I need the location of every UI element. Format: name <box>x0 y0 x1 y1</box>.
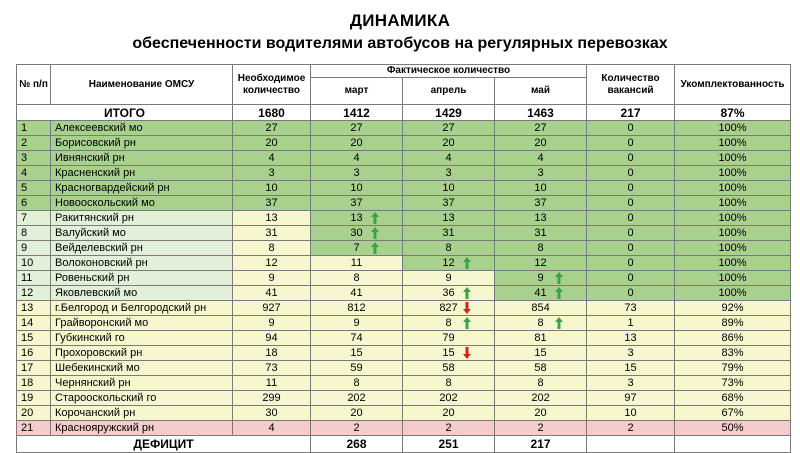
total-row <box>17 105 791 121</box>
cell-required: 11 <box>233 376 311 391</box>
cell-may: 3 <box>495 166 587 181</box>
cell-vacancies: 0 <box>587 211 675 226</box>
deficit-april: 251 <box>403 436 495 453</box>
cell-april: 58 <box>403 361 495 376</box>
arrow-down-icon <box>463 302 471 314</box>
cell-name: Новооскольский мо <box>51 196 233 211</box>
cell-march: 41 <box>311 286 403 301</box>
cell-april: 10 <box>403 181 495 196</box>
cell-may: 81 <box>495 331 587 346</box>
cell-num: 5 <box>17 181 51 196</box>
cell-march: 30 <box>311 226 403 241</box>
cell-num: 18 <box>17 376 51 391</box>
total-staffing: 87% <box>675 105 791 121</box>
cell-march: 7 <box>311 241 403 256</box>
cell-april: 37 <box>403 196 495 211</box>
table-row <box>17 331 791 346</box>
cell-name: Волоконовский рн <box>51 256 233 271</box>
cell-required: 8 <box>233 241 311 256</box>
deficit-label: ДЕФИЦИТ <box>17 436 311 453</box>
cell-vacancies: 0 <box>587 241 675 256</box>
cell-num: 1 <box>17 121 51 136</box>
cell-may: 15 <box>495 346 587 361</box>
cell-vacancies: 3 <box>587 376 675 391</box>
cell-name: Красненский рн <box>51 166 233 181</box>
total-april: 1429 <box>403 105 495 121</box>
cell-required: 4 <box>233 421 311 436</box>
cell-num: 14 <box>17 316 51 331</box>
cell-num: 3 <box>17 151 51 166</box>
cell-april: 8 <box>403 376 495 391</box>
cell-april: 827 <box>403 301 495 316</box>
page-title: ДИНАМИКА <box>349 11 451 30</box>
cell-march: 2 <box>311 421 403 436</box>
table-row <box>17 136 791 151</box>
cell-num: 6 <box>17 196 51 211</box>
cell-staffing: 100% <box>675 136 791 151</box>
cell-staffing: 100% <box>675 241 791 256</box>
total-may: 1463 <box>495 105 587 121</box>
cell-march: 8 <box>311 376 403 391</box>
cell-staffing: 92% <box>675 301 791 316</box>
cell-march: 202 <box>311 391 403 406</box>
table-row <box>17 316 791 331</box>
cell-required: 73 <box>233 361 311 376</box>
cell-required: 299 <box>233 391 311 406</box>
table-row <box>17 286 791 301</box>
total-required: 1680 <box>233 105 311 121</box>
total-vacancies: 217 <box>587 105 675 121</box>
cell-april: 15 <box>403 346 495 361</box>
header-vacancies: Количество вакансий <box>587 65 675 105</box>
cell-vacancies: 3 <box>587 346 675 361</box>
header-num: № п/п <box>17 65 51 105</box>
arrow-up-icon <box>371 227 379 239</box>
header-actual: Фактическое количество <box>311 65 587 78</box>
cell-num: 20 <box>17 406 51 421</box>
total-label: ИТОГО <box>17 105 233 121</box>
cell-march: 10 <box>311 181 403 196</box>
cell-num: 7 <box>17 211 51 226</box>
cell-name: Ракитянский рн <box>51 211 233 226</box>
cell-vacancies: 73 <box>587 301 675 316</box>
cell-name: г.Белгород и Белгородский рн <box>51 301 233 316</box>
cell-vacancies: 0 <box>587 121 675 136</box>
cell-name: Алексеевский мо <box>51 121 233 136</box>
deficit-may: 217 <box>495 436 587 453</box>
cell-may: 13 <box>495 211 587 226</box>
table-row <box>17 256 791 271</box>
cell-staffing: 100% <box>675 196 791 211</box>
cell-march: 15 <box>311 346 403 361</box>
cell-required: 37 <box>233 196 311 211</box>
cell-april: 79 <box>403 331 495 346</box>
arrow-up-icon <box>463 257 471 269</box>
cell-name: Борисовский рн <box>51 136 233 151</box>
cell-may: 27 <box>495 121 587 136</box>
table-row <box>17 301 791 316</box>
cell-april: 20 <box>403 136 495 151</box>
cell-april: 13 <box>403 211 495 226</box>
cell-may: 202 <box>495 391 587 406</box>
cell-march: 27 <box>311 121 403 136</box>
cell-march: 13 <box>311 211 403 226</box>
table-row <box>17 361 791 376</box>
cell-may: 58 <box>495 361 587 376</box>
cell-march: 20 <box>311 406 403 421</box>
cell-name: Шебекинский мо <box>51 361 233 376</box>
cell-may: 10 <box>495 181 587 196</box>
cell-num: 16 <box>17 346 51 361</box>
cell-name: Валуйский мо <box>51 226 233 241</box>
table-row <box>17 211 791 226</box>
deficit-row <box>17 436 791 453</box>
total-march: 1412 <box>311 105 403 121</box>
cell-april: 9 <box>403 271 495 286</box>
cell-required: 3 <box>233 166 311 181</box>
table-row <box>17 391 791 406</box>
cell-required: 9 <box>233 316 311 331</box>
cell-staffing: 89% <box>675 316 791 331</box>
deficit-empty-1 <box>587 436 675 453</box>
cell-staffing: 100% <box>675 286 791 301</box>
cell-name: Ивнянский рн <box>51 151 233 166</box>
cell-march: 37 <box>311 196 403 211</box>
table-row <box>17 181 791 196</box>
cell-staffing: 68% <box>675 391 791 406</box>
cell-num: 4 <box>17 166 51 181</box>
table-row <box>17 271 791 286</box>
cell-staffing: 100% <box>675 256 791 271</box>
cell-staffing: 100% <box>675 181 791 196</box>
cell-march: 59 <box>311 361 403 376</box>
cell-required: 13 <box>233 211 311 226</box>
cell-vacancies: 0 <box>587 181 675 196</box>
cell-may: 31 <box>495 226 587 241</box>
table-row <box>17 406 791 421</box>
cell-required: 12 <box>233 256 311 271</box>
cell-name: Вейделевский рн <box>51 241 233 256</box>
cell-name: Яковлевский мо <box>51 286 233 301</box>
cell-required: 927 <box>233 301 311 316</box>
arrow-up-icon <box>371 242 379 254</box>
cell-staffing: 67% <box>675 406 791 421</box>
cell-march: 3 <box>311 166 403 181</box>
deficit-empty-2 <box>675 436 791 453</box>
table-row <box>17 241 791 256</box>
cell-vacancies: 0 <box>587 271 675 286</box>
arrow-down-icon <box>463 347 471 359</box>
cell-may: 8 <box>495 376 587 391</box>
cell-staffing: 86% <box>675 331 791 346</box>
cell-april: 36 <box>403 286 495 301</box>
cell-vacancies: 0 <box>587 196 675 211</box>
cell-may: 41 <box>495 286 587 301</box>
cell-required: 18 <box>233 346 311 361</box>
cell-vacancies: 13 <box>587 331 675 346</box>
cell-vacancies: 0 <box>587 166 675 181</box>
cell-vacancies: 2 <box>587 421 675 436</box>
cell-april: 12 <box>403 256 495 271</box>
header-april: апрель <box>403 78 495 105</box>
table-row <box>17 151 791 166</box>
cell-march: 8 <box>311 271 403 286</box>
header-march: март <box>311 78 403 105</box>
cell-num: 10 <box>17 256 51 271</box>
staffing-table <box>16 64 791 453</box>
arrow-up-icon <box>555 287 563 299</box>
cell-april: 31 <box>403 226 495 241</box>
cell-staffing: 83% <box>675 346 791 361</box>
cell-name: Прохоровский рн <box>51 346 233 361</box>
cell-num: 19 <box>17 391 51 406</box>
cell-staffing: 100% <box>675 211 791 226</box>
cell-staffing: 100% <box>675 271 791 286</box>
cell-may: 8 <box>495 316 587 331</box>
cell-name: Краснояружский рн <box>51 421 233 436</box>
table-row <box>17 376 791 391</box>
cell-required: 9 <box>233 271 311 286</box>
cell-vacancies: 97 <box>587 391 675 406</box>
arrow-up-icon <box>555 272 563 284</box>
arrow-up-icon <box>463 287 471 299</box>
cell-name: Корочанский рн <box>51 406 233 421</box>
cell-num: 8 <box>17 226 51 241</box>
cell-march: 4 <box>311 151 403 166</box>
deficit-march: 268 <box>311 436 403 453</box>
cell-required: 10 <box>233 181 311 196</box>
cell-april: 8 <box>403 241 495 256</box>
cell-staffing: 50% <box>675 421 791 436</box>
cell-may: 12 <box>495 256 587 271</box>
cell-april: 3 <box>403 166 495 181</box>
cell-vacancies: 0 <box>587 151 675 166</box>
header-staffing: Укомплектованность <box>675 65 791 105</box>
cell-staffing: 100% <box>675 226 791 241</box>
cell-march: 9 <box>311 316 403 331</box>
cell-april: 2 <box>403 421 495 436</box>
arrow-up-icon <box>371 212 379 224</box>
table-row <box>17 226 791 241</box>
table-row <box>17 166 791 181</box>
cell-april: 20 <box>403 406 495 421</box>
cell-may: 4 <box>495 151 587 166</box>
cell-name: Чернянский рн <box>51 376 233 391</box>
cell-vacancies: 0 <box>587 136 675 151</box>
table-row <box>17 346 791 361</box>
cell-required: 41 <box>233 286 311 301</box>
cell-required: 31 <box>233 226 311 241</box>
cell-num: 12 <box>17 286 51 301</box>
cell-num: 17 <box>17 361 51 376</box>
table-row <box>17 421 791 436</box>
cell-vacancies: 0 <box>587 256 675 271</box>
header-name: Наименование ОМСУ <box>51 65 233 105</box>
cell-april: 8 <box>403 316 495 331</box>
cell-march: 11 <box>311 256 403 271</box>
cell-num: 13 <box>17 301 51 316</box>
cell-march: 812 <box>311 301 403 316</box>
arrow-up-icon <box>463 317 471 329</box>
cell-num: 21 <box>17 421 51 436</box>
cell-april: 202 <box>403 391 495 406</box>
cell-staffing: 100% <box>675 121 791 136</box>
cell-name: Старооскольский го <box>51 391 233 406</box>
cell-march: 20 <box>311 136 403 151</box>
page-subtitle: обеспеченности водителями автобусов на регулярных перевозках <box>132 35 668 52</box>
cell-may: 9 <box>495 271 587 286</box>
cell-staffing: 79% <box>675 361 791 376</box>
cell-staffing: 100% <box>675 166 791 181</box>
cell-num: 9 <box>17 241 51 256</box>
cell-name: Ровеньский рн <box>51 271 233 286</box>
cell-vacancies: 0 <box>587 286 675 301</box>
cell-required: 30 <box>233 406 311 421</box>
cell-vacancies: 1 <box>587 316 675 331</box>
cell-may: 8 <box>495 241 587 256</box>
cell-may: 854 <box>495 301 587 316</box>
table-body <box>17 105 791 436</box>
cell-staffing: 73% <box>675 376 791 391</box>
cell-april: 4 <box>403 151 495 166</box>
table-row <box>17 196 791 211</box>
arrow-up-icon <box>555 317 563 329</box>
cell-march: 74 <box>311 331 403 346</box>
cell-num: 15 <box>17 331 51 346</box>
cell-required: 20 <box>233 136 311 151</box>
cell-name: Губкинский го <box>51 331 233 346</box>
cell-required: 4 <box>233 151 311 166</box>
cell-staffing: 100% <box>675 151 791 166</box>
cell-name: Грайворонский мо <box>51 316 233 331</box>
cell-april: 27 <box>403 121 495 136</box>
cell-name: Красногвардейский рн <box>51 181 233 196</box>
table-row <box>17 121 791 136</box>
cell-vacancies: 0 <box>587 226 675 241</box>
cell-vacancies: 10 <box>587 406 675 421</box>
cell-vacancies: 15 <box>587 361 675 376</box>
header-required: Необходимое количество <box>233 65 311 105</box>
cell-num: 2 <box>17 136 51 151</box>
cell-required: 94 <box>233 331 311 346</box>
cell-may: 20 <box>495 406 587 421</box>
cell-may: 37 <box>495 196 587 211</box>
cell-num: 11 <box>17 271 51 286</box>
cell-may: 20 <box>495 136 587 151</box>
cell-required: 27 <box>233 121 311 136</box>
header-may: май <box>495 78 587 105</box>
cell-may: 2 <box>495 421 587 436</box>
